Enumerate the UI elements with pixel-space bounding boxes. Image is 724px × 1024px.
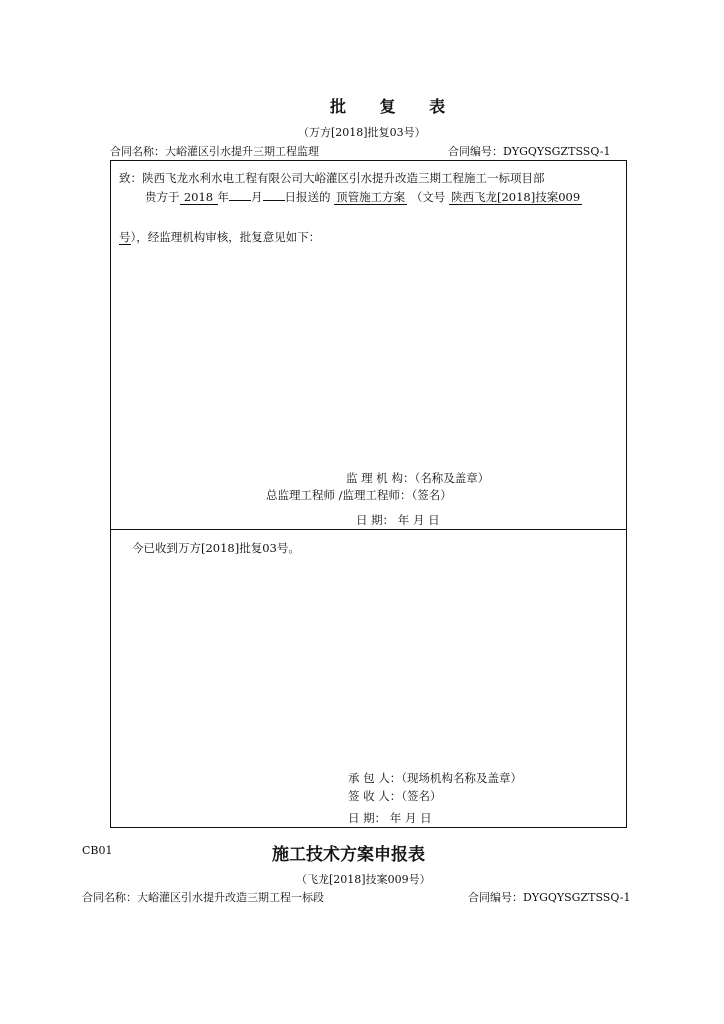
supervisor-org: 监 理 机 构：（名称及盖章） [346, 471, 490, 485]
reply-form-title: 批 复 表 [330, 97, 460, 116]
receipt-date: 日 期： 年 月 日 [348, 811, 432, 825]
submission-day [263, 200, 285, 201]
contract-name: 合同名称：大峪灌区引水提升三期工程监理 [110, 145, 319, 158]
section-divider [110, 529, 627, 530]
year-unit: 年 [217, 190, 229, 204]
submission-line [145, 189, 582, 205]
reply-doc-number: （万方[2018]批复03号） [298, 126, 426, 139]
contract-number: 合同编号：DYGQYSGZTSSQ-1 [448, 145, 611, 158]
receipt-text: 今已收到万方[2018]批复03号。 [132, 541, 300, 555]
body-prefix: 贵方于 [145, 190, 180, 204]
doc-reference: 陕西飞龙[2018]技案009 [450, 190, 581, 204]
month-unit: 月 [251, 190, 263, 204]
doc-reference-suffix: 号 [119, 230, 131, 244]
form-code: CB01 [82, 844, 113, 857]
reply-date: 日 期： 年 月 日 [356, 513, 440, 527]
review-text: ），经监理机构审核，批复意见如下： [130, 230, 321, 244]
review-line [119, 229, 320, 245]
day-suffix: 日报送的 [284, 190, 331, 204]
plan-name: 顶管施工方案 [336, 190, 406, 204]
receiver-line: 签 收 人：（签名） [348, 789, 442, 803]
addressee-line: 致：陕西飞龙水利水电工程有限公司大峪灌区引水提升改造三期工程施工一标项目部 [119, 171, 545, 185]
submission-month [229, 200, 251, 201]
chief-engineer: 总监理工程师 /监理工程师：（签名） [266, 488, 452, 502]
application-form-title: 施工技术方案申报表 [272, 845, 425, 865]
application-doc-number: （飞龙[2018]技案009号） [296, 873, 431, 886]
application-contract-name: 合同名称：大峪灌区引水提升改造三期工程一标段 [82, 891, 324, 904]
doc-prefix: （文号 [410, 190, 446, 204]
application-contract-number: 合同编号：DYGQYSGZTSSQ-1 [468, 891, 631, 904]
contractor-line: 承 包 人：（现场机构名称及盖章） [348, 771, 523, 785]
submission-year: 2018 [180, 191, 218, 205]
